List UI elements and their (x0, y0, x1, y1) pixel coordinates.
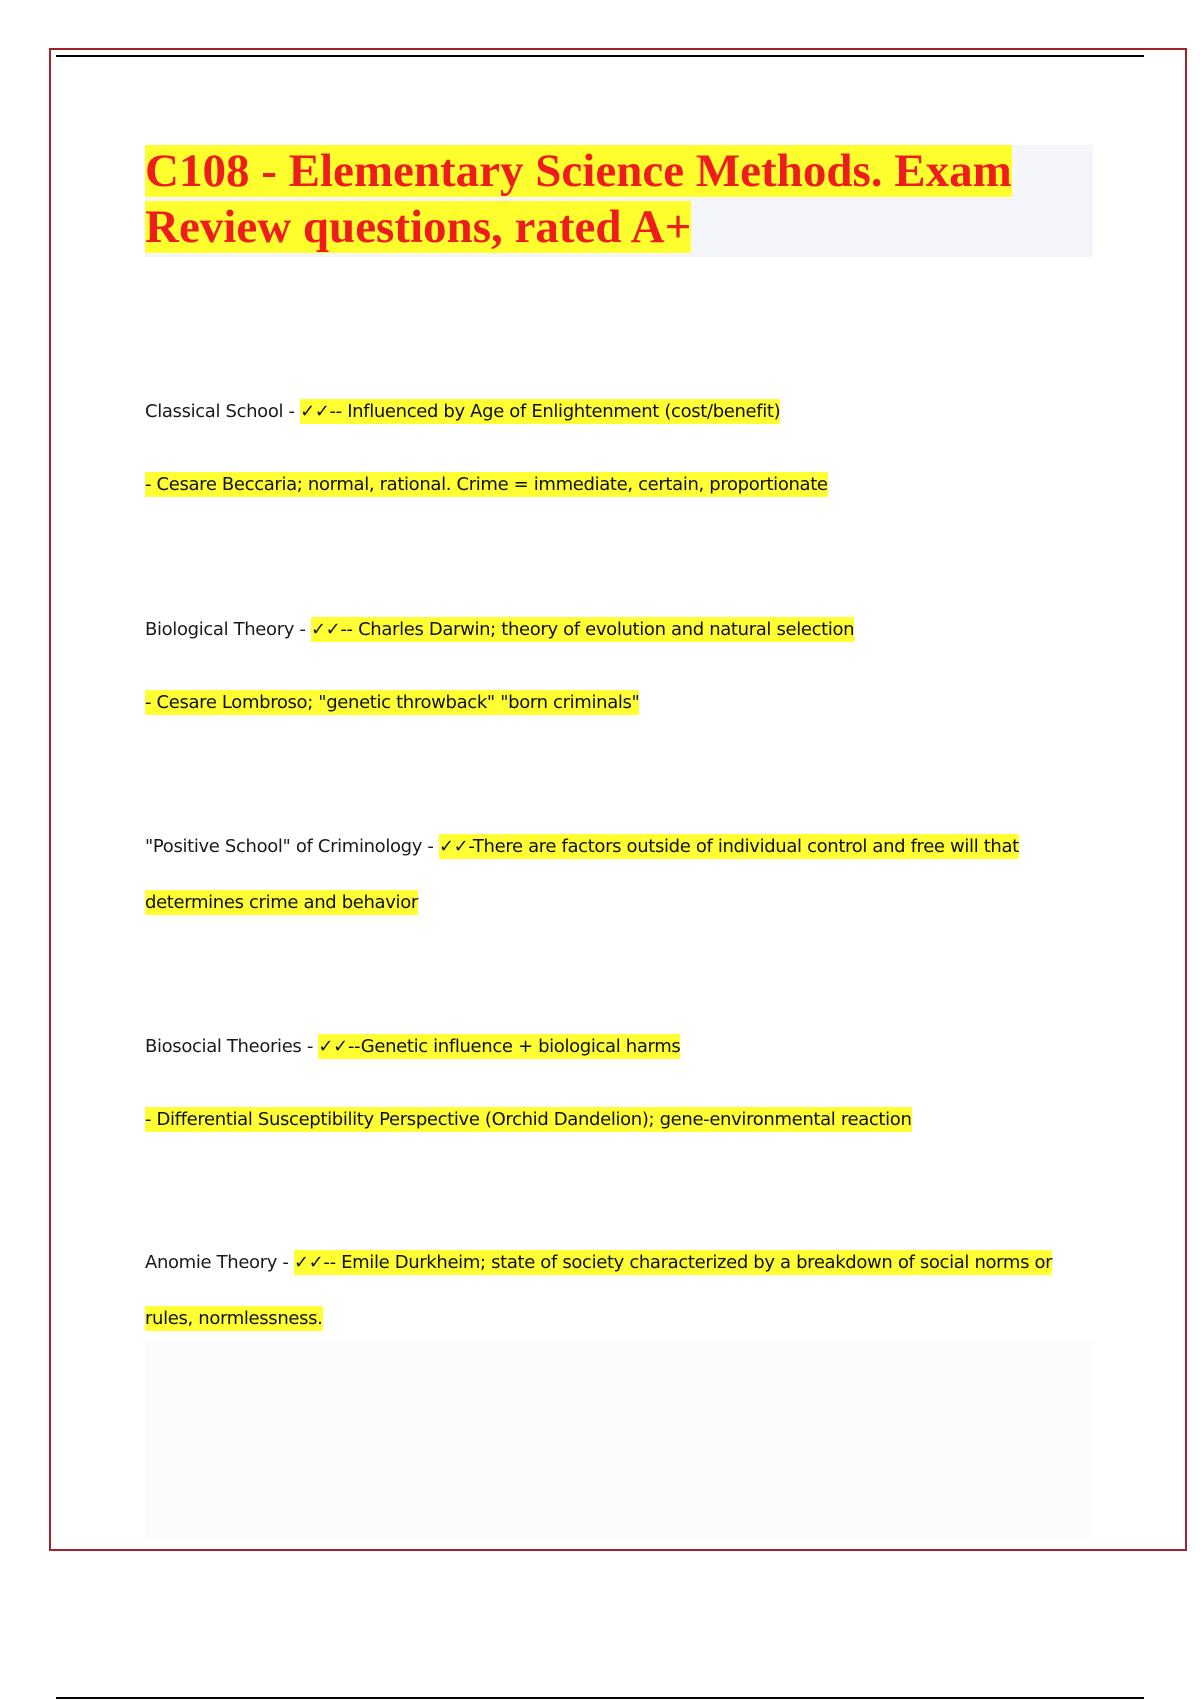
term-biological-theory: Biological Theory - (145, 619, 311, 640)
term-biosocial-theories: Biosocial Theories - (145, 1036, 319, 1057)
entry-biosocial-theories-line1 (145, 1031, 680, 1063)
answer-highlight (318, 1034, 680, 1059)
document-title (145, 143, 1045, 255)
answer-text: - Cesare Lombroso; "genetic throwback" "born criminals" (145, 692, 640, 713)
term-classical-school: Classical School - (145, 401, 301, 422)
check-mark-icon: ✓✓ (293, 1252, 324, 1273)
bottom-rule (56, 1697, 1144, 1699)
check-mark-icon: ✓✓ (300, 401, 330, 422)
answer-highlight (311, 617, 854, 642)
answer-highlight (294, 1250, 1052, 1275)
title-line-1: C108 - Elementary Science Methods. Exam (145, 145, 1012, 197)
answer-text: -- Charles Darwin; theory of evolution and natural selection (340, 619, 855, 640)
check-mark-icon: ✓✓ (310, 619, 341, 640)
entry-biosocial-theories-line2 (145, 1104, 912, 1136)
entry-positive-school-line2 (145, 887, 418, 919)
top-rule (56, 55, 1144, 57)
answer-text: -There are factors outside of individual control and free will that (468, 836, 1019, 857)
answer-text: --Genetic influence + biological harms (347, 1036, 681, 1057)
entry-positive-school-line1 (145, 831, 1019, 863)
check-mark-icon: ✓✓ (318, 1036, 348, 1057)
entry-biological-theory-line1 (145, 614, 854, 646)
answer-text: - Differential Susceptibility Perspective (Orchid Dandelion); gene-environmental reaction (145, 1109, 912, 1130)
entry-anomie-theory-line1 (145, 1247, 1052, 1279)
check-mark-icon: ✓✓ (438, 836, 469, 857)
title-line-2: Review questions, rated A+ (145, 201, 692, 253)
term-anomie-theory: Anomie Theory - (145, 1252, 294, 1273)
term-positive-school: "Positive School" of Criminology - (145, 836, 439, 857)
answer-text: - Cesare Beccaria; normal, rational. Crime = immediate, certain, proportionate (145, 474, 828, 495)
answer-text: -- Influenced by Age of Enlightenment (cost/benefit) (329, 401, 781, 422)
answer-highlight (439, 834, 1019, 859)
entry-anomie-theory-line2 (145, 1303, 323, 1335)
entry-biological-theory-line2 (145, 687, 639, 719)
body-background (145, 1340, 1093, 1540)
answer-text: -- Emile Durkheim; state of society characterized by a breakdown of social norms or (323, 1252, 1053, 1273)
answer-highlight (300, 399, 780, 424)
answer-text: determines crime and behavior (145, 892, 418, 913)
answer-text: rules, normlessness. (145, 1308, 323, 1329)
entry-classical-school-line2 (145, 469, 828, 501)
entry-classical-school-line1 (145, 396, 780, 428)
